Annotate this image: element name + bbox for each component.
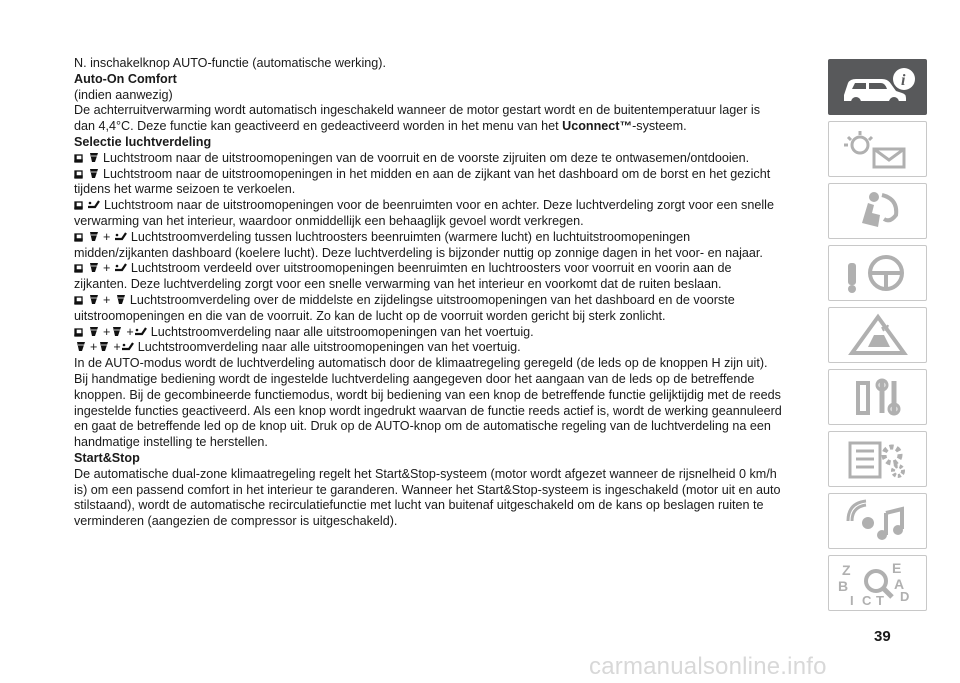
face-airflow-icon — [114, 294, 127, 306]
windscreen-airflow-icon — [87, 152, 100, 164]
auto-mode-line4: ingestelde functies geactiveerd. Als een knop wordt ingedrukt waarvan de functie reeds actief is, wordt de werking geannuleerd — [74, 403, 782, 418]
face-airflow-icon — [110, 326, 123, 338]
plus-sign: + — [103, 324, 111, 339]
maintenance-icon — [838, 375, 918, 419]
plus-sign: + — [103, 292, 111, 307]
distribution-text-all-2: Luchtstroomverdeling naar alle uitstroomopeningen van het voertuig. — [137, 340, 521, 355]
distribution-text-feet: Luchtstroom naar de uitstroomopeningen voor de beenruimten voor en achter. Deze luchtverdeling zorgt voor een snelle — [104, 198, 774, 213]
index-letter: C — [861, 593, 871, 607]
windscreen-airflow-icon — [74, 341, 87, 353]
safety-icon — [838, 189, 918, 233]
feet-airflow-icon — [114, 231, 128, 243]
uconnect-brand: Uconnect™ — [562, 119, 633, 134]
distribution-item-all-2 — [74, 340, 816, 356]
plus-sign: + — [90, 340, 98, 355]
plus-sign: + — [126, 324, 134, 339]
distribution-item-face-feet — [74, 230, 816, 262]
distribution-item-windscreen-face — [74, 293, 816, 325]
emergency-icon — [838, 313, 918, 357]
distribution-text-windscreen-face: Luchtstroomverdeling over de middelste en zijdelingse uitstroomopeningen van het dashboard en de voorste — [129, 292, 735, 307]
chapter-sidebar — [828, 59, 927, 617]
dashboard-lights-icon — [838, 127, 918, 171]
distribution-text-feet-cont: verwarming van het interieur, waardoor onmiddellijk een behaaglijk gevoel wordt verkregen. — [74, 213, 584, 228]
index-letter: T — [875, 593, 884, 607]
feet-airflow-icon — [87, 199, 101, 211]
distribution-text-windscreen-face-cont: uitstroomopeningen en die van de voorruit. Zo kan de lucht op de voorruit worden gericht bij sterk zonlicht. — [74, 308, 666, 323]
face-airflow-icon — [97, 341, 110, 353]
paragraph-auto-on-line2: dan 4,4°C. Deze functie kan geactiveerd en gedeactiveerd worden in het menu van het — [74, 119, 563, 134]
start-stop-line1: De automatische dual-zone klimaatregeling regelt het Start&Stop-systeem (motor wordt afgezet wanneer de rijsnelheid 0 km/h — [74, 466, 777, 481]
auto-mode-line6: handmatige instelling te herstellen. — [74, 435, 268, 450]
tab-car-info[interactable] — [828, 59, 927, 115]
heading-start-stop: Start&Stop — [74, 450, 140, 465]
distribution-text-face-feet-cont: midden/zijkanten dashboard (koelere lucht). Deze luchtverdeling is bijzonder nuttig op zonnige dagen in het voor- en najaar. — [74, 245, 763, 260]
distribution-text-face-cont: tijdens het warme seizoen te verkoelen. — [74, 182, 296, 197]
multimedia-icon — [838, 499, 918, 543]
distribution-text-face: Luchtstroom naar de uitstroomopeningen in het midden en aan de zijkant van het dashboard om de borst en het gezicht — [103, 166, 771, 181]
start-stop-line3: stilstaand), wordt de automatische recirculatiefunctie met lucht van buitenaf uitgeschakeld om de kans op beslagen ruiten te — [74, 498, 764, 513]
tab-dashboard-lights[interactable] — [828, 121, 927, 177]
tab-multimedia[interactable] — [828, 493, 927, 549]
windscreen-airflow-icon — [87, 326, 100, 338]
distribution-text-all: Luchtstroomverdeling naar alle uitstroomopeningen van het voertuig. — [150, 324, 534, 339]
seat-icon — [74, 233, 84, 243]
distribution-item-all-1 — [74, 325, 816, 341]
windscreen-airflow-icon — [87, 262, 100, 274]
distribution-text-windscreen: Luchtstroom naar de uitstroomopeningen van de voorruit en de voorste zijruiten om deze te ontwasemen/ontdooien. — [103, 150, 750, 165]
face-airflow-icon — [87, 168, 100, 180]
plus-sign: + — [103, 261, 111, 276]
legend-line-n: N. inschakelknop AUTO-functie (automatische werking). — [74, 56, 386, 70]
distribution-text-windscreen-feet: Luchtstroom verdeeld over uitstroomopeningen beenruimten en luchtroosters voor voorruit en voorin aan de — [130, 261, 732, 276]
technical-data-icon — [838, 437, 918, 481]
face-airflow-icon — [87, 231, 100, 243]
index-letter: B — [837, 578, 848, 594]
seat-icon — [74, 170, 84, 180]
heading-auto-on-comfort: Auto-On Comfort — [74, 71, 177, 86]
start-stop-line4: verminderen (aangezien de compressor is uitgeschakeld). — [74, 514, 398, 529]
auto-mode-line5: en gaat de betreffende led op de knop uit. Druk op de AUTO-knop om de automatische regeling van de luchtverdeling na een — [74, 419, 771, 434]
auto-mode-line3: knoppen. Bij de gecombineerde functiemodus, wordt bij bediening van een knop de betreffende functie gelijktijdig met de reeds — [74, 387, 781, 402]
paragraph-start-stop — [74, 467, 816, 530]
seat-icon — [74, 328, 84, 338]
index-letter: E — [891, 560, 901, 576]
index-letter: I — [849, 593, 854, 607]
tab-emergency[interactable] — [828, 307, 927, 363]
seat-icon — [74, 296, 84, 306]
plus-sign: + — [103, 229, 111, 244]
note-if-present: (indien aanwezig) — [74, 87, 173, 102]
distribution-item-windscreen — [74, 151, 816, 167]
steering-wheel-icon — [838, 251, 918, 295]
page-content — [74, 56, 816, 530]
seat-icon — [74, 264, 84, 274]
car-info-icon — [836, 65, 920, 109]
tab-technical-data[interactable] — [828, 431, 927, 487]
paragraph-auto-on-line2-end: -systeem. — [632, 119, 687, 134]
tab-starting-driving[interactable] — [828, 245, 927, 301]
feet-airflow-icon — [121, 341, 135, 353]
distribution-text-windscreen-feet-cont: zijkanten. Deze luchtverdeling zorgt voor een snelle verwarming van het interieur en voorkomt dat de ruiten beslaan. — [74, 277, 722, 292]
paragraph-auto-on-line1: De achterruitverwarming wordt automatisch ingeschakeld wanneer de motor gestart wordt en de buitentemperatuur lager is — [74, 103, 761, 118]
distribution-item-windscreen-feet — [74, 261, 816, 293]
seat-icon — [74, 154, 84, 164]
distribution-text-face-feet: Luchtstroomverdeling tussen luchtroosters beenruimten (warmere lucht) en luchtuitstroomopeningen — [130, 229, 691, 244]
distribution-item-feet — [74, 198, 816, 230]
watermark: carmanualsonline.info — [589, 653, 827, 680]
svg-text:i: i — [900, 72, 905, 89]
page-number: 39 — [874, 628, 891, 645]
index-letter: A — [893, 576, 904, 592]
distribution-item-face — [74, 167, 816, 199]
tab-index[interactable] — [828, 555, 927, 611]
windscreen-airflow-icon — [87, 294, 100, 306]
paragraph-auto-mode — [74, 356, 816, 451]
index-icon — [836, 559, 920, 607]
feet-airflow-icon — [114, 262, 128, 274]
start-stop-line2: is) om een passend comfort in het interieur te garanderen. Wanneer het Start&Stop-systeem is ingeschakeld (motor uit en auto — [74, 482, 781, 497]
tab-safety[interactable] — [828, 183, 927, 239]
paragraph-auto-on — [74, 103, 816, 135]
index-letter: D — [899, 589, 909, 604]
tab-maintenance[interactable] — [828, 369, 927, 425]
heading-air-distribution: Selectie luchtverdeling — [74, 134, 212, 149]
auto-mode-line2: Bij handmatige bediening wordt de ingestelde luchtverdeling aangegeven door het aangaan van de leds op de betreffende — [74, 371, 755, 386]
seat-icon — [74, 201, 84, 211]
feet-airflow-icon — [134, 326, 148, 338]
index-letter: Z — [841, 562, 851, 578]
auto-mode-line1: In de AUTO-modus wordt de luchtverdeling automatisch door de klimaatregeling geregeld (de leds op de knoppen H zijn uit). — [74, 356, 768, 371]
plus-sign: + — [113, 340, 121, 355]
